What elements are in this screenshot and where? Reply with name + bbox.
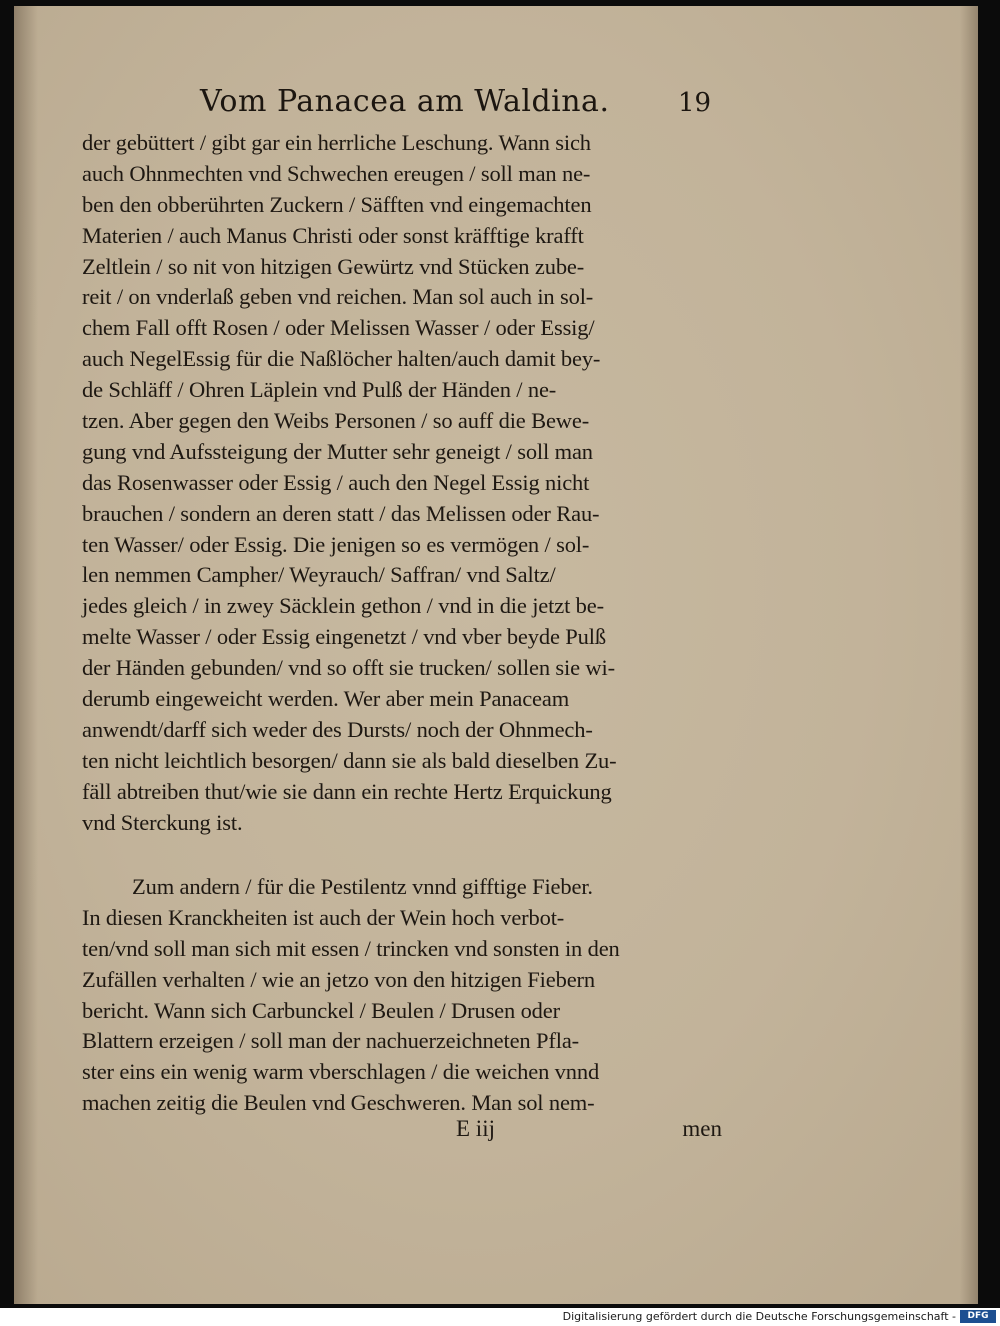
text-line: Zeltlein / so nit von hitzigen Gewürtz vnd Stücken zube- [82, 253, 585, 279]
text-line: machen zeitig die Beulen vnd Geschweren. Man sol nem- [82, 1090, 595, 1116]
catchword: men [682, 1116, 722, 1141]
section-heading-line: Zum andern / für die Pestilentz vnnd gifftige Fieber. [132, 874, 593, 899]
text-line: brauchen / sondern an deren statt / das Melissen oder Rau- [82, 500, 600, 526]
text-line: de Schläff / Ohren Läplein vnd Pulß der Händen / ne- [82, 377, 557, 403]
text-line: der gebüttert / gibt gar ein herrliche Leschung. Wann sich [82, 130, 591, 155]
text-line: ten/vnd soll man sich mit essen / trincken vnd sonsten in den [82, 935, 620, 961]
text-line: ster eins ein wenig warm vberschlagen / die weichen vnnd [82, 1059, 600, 1085]
page-number: 19 [678, 88, 712, 118]
text-line: Zufällen verhalten / wie an jetzo von den hitzigen Fiebern [82, 966, 595, 992]
text-line: Materien / auch Manus Christi oder sonst kräfftige krafft [82, 222, 584, 248]
text-line: reit / on vnderlaß geben vnd reichen. Man sol auch in sol- [82, 284, 594, 310]
paragraph-1 [82, 128, 722, 838]
text-line: das Rosenwasser oder Essig / auch den Negel Essig nicht [82, 469, 590, 495]
text-line: Blattern erzeigen / soll man der nachuerzeichneten Pfla- [82, 1028, 579, 1054]
running-head: Vom Panacea am Waldina. [200, 84, 610, 119]
text-line: chem Fall offt Rosen / oder Melissen Wasser / oder Essig/ [82, 315, 595, 341]
digitization-footer [0, 1308, 1000, 1326]
signature-mark: E iij [456, 1116, 495, 1141]
signature-line [82, 1116, 722, 1148]
book-page [14, 6, 978, 1304]
text-line: gung vnd Aufssteigung der Mutter sehr geneigt / soll man [82, 438, 593, 464]
dfg-logo: DFG [960, 1310, 996, 1323]
funding-credit: Digitalisierung gefördert durch die Deutsche Forschungsgemeinschaft - [562, 1310, 956, 1323]
text-line: ten Wasser/ oder Essig. Die jenigen so es vermögen / sol- [82, 531, 590, 557]
text-line: tzen. Aber gegen den Weibs Personen / so auff die Bewe- [82, 408, 590, 434]
text-line: der Händen gebunden/ vnd so offt sie trucken/ sollen sie wi- [82, 655, 615, 681]
text-line: In diesen Kranckheiten ist auch der Wein hoch verbot- [82, 904, 565, 930]
paragraph-2 [82, 872, 722, 1119]
text-line: melte Wasser / oder Essig eingenetzt / vnd vber beyde Pulß [82, 624, 606, 650]
text-line: jedes gleich / in zwey Säcklein gethon / vnd in die jetzt be- [82, 593, 604, 619]
text-line: len nemmen Campher/ Weyrauch/ Saffran/ vnd Saltz/ [82, 562, 556, 588]
text-line: ben den obberührten Zuckern / Säfften vnd eingemachten [82, 191, 592, 217]
text-line: bericht. Wann sich Carbunckel / Beulen / Drusen oder [82, 997, 560, 1023]
text-line: auch NegelEssig für die Naßlöcher halten/auch damit bey- [82, 346, 601, 372]
text-line: fäll abtreiben thut/wie sie dann ein rechte Hertz Erquickung [82, 778, 612, 804]
text-line: vnd Sterckung ist. [82, 809, 243, 835]
text-line: anwendt/darff sich weder des Dursts/ noch der Ohnmech- [82, 716, 593, 742]
text-line: derumb eingeweicht werden. Wer aber mein Panaceam [82, 686, 570, 712]
text-line: auch Ohnmechten vnd Schwechen ereugen / soll man ne- [82, 160, 591, 186]
text-line: ten nicht leichtlich besorgen/ dann sie als bald dieselben Zu- [82, 747, 617, 773]
